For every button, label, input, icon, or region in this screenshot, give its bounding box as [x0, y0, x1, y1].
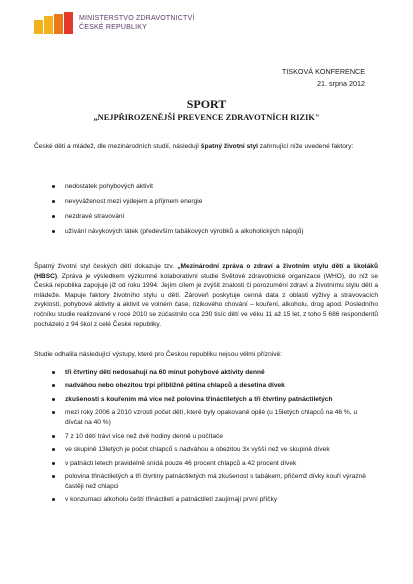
list-item: 7 z 10 dětí tráví více než dvě hodiny denně u počítače [52, 432, 372, 442]
intro-bold: špatný životní styl [200, 143, 258, 150]
ministry-line1: MINISTERSTVO ZDRAVOTNICTVÍ [79, 15, 195, 22]
ministry-name [79, 14, 195, 32]
doc-type: TISKOVÁ KONFERENCE [281, 67, 365, 76]
list-item: ve skupině 13letých je počet chlapců s nadváhou a obezitou 3x vyšší než ve skupině dívek [52, 445, 372, 455]
study-title-bold: „Mezinárodní zpráva o zdraví a životním stylu dětí a školáků (HBSC) [34, 263, 378, 280]
list-item: polovina třináctiletých a tři čtvrtiny patnáctiletých má zkušenost s tabákem, přičemž dívky kouří výrazně častěji než chlapci [52, 472, 372, 491]
list-item: v konzumaci alkoholu čeští třináctiletí a patnáctiletí zaujímají první příčky [52, 495, 372, 505]
list-item: nedostatek pohybových aktivit [52, 182, 372, 192]
findings-intro: Studie odhalila následující výstupy, které pro Českou republiku nejsou vělmi příznivé: [34, 351, 283, 358]
list-item: tři čtvrtiny dětí nedosahují na 60 minut pohybové aktivity denně [52, 368, 372, 378]
list-item: v patnácti letech pravidelně snídá pouze 46 procent chlapců a 42 procent dívek [52, 459, 372, 469]
logo-bar-yellow-2 [44, 16, 53, 34]
findings-list [52, 368, 372, 509]
list-item: nevyváženost mezi výdejem a příjmem energie [52, 197, 372, 207]
logo-mark [34, 12, 73, 34]
page-subtitle: „NEJPŘIROZENĚJŠÍ PREVENCE ZDRAVOTNÍCH RIZIK" [93, 113, 320, 122]
logo-bar-orange [54, 14, 63, 34]
list-item: užívání návykových látek (především tabákových výrobků a alkoholických nápojů) [52, 227, 372, 237]
logo-bar-yellow [34, 20, 43, 34]
page-title: SPORT [186, 97, 227, 111]
ministry-line2: ČESKÉ REPUBLIKY [79, 24, 147, 31]
list-item: nezdravé stravování [52, 212, 372, 222]
list-item: zkušenosti s kouřením má více než polovina třináctiletých a tři čtvrtiny patnáctiletých [52, 395, 372, 405]
logo-bar-red [64, 12, 73, 34]
ministry-logo [34, 12, 195, 34]
study-paragraph: Špatný životní styl českých dětí dokazuje tzv. „Mezinárodní zpráva o zdraví a životním stylu dětí a školáků (HBSC). Zpráva je výsledkem výzkumné kolaborativní studie Světové zdravotnické organizace (WHO), do níž se Česká republika zapojuje již od roku 1994. Jejím cílem je zvýšit znalosti či porozumění zdraví a životnímu stylu dětí a mládeže. Mapuje faktory životního stylu u dětí. Zároveň poskytuje cenná data z oblasti výživy a stravovacích zvyklostí, pohybové aktivity a aktivit ve volném čase, rizikového chování – kouření, alkoholu, drog apod. Posledního ročníku studie realizované v roce 2010 se zúčastnilo cca 230 tisíc dětí ve věku 11 až 15 let, z toho 5 686 respondentů pocházelo z 94 škol z celé České republiky. [34, 263, 378, 328]
list-item: mezi roky 2006 a 2010 vzrostl počet dětí, které byly opakovaně opilé (u 15letých chlapců na 46 %, u dívčat na 40 %) [52, 408, 372, 427]
doc-date: 21. srpna 2012 [317, 79, 365, 88]
intro-paragraph: České děti a mládež, dle mezinárodních studií, následují špatný životní styl zahrnující níže uvedené faktory: [34, 143, 354, 150]
factors-list [52, 182, 372, 242]
list-item: nadváhou nebo obezitou trpí přibližně pětina chlapců a desetina dívek [52, 381, 372, 391]
